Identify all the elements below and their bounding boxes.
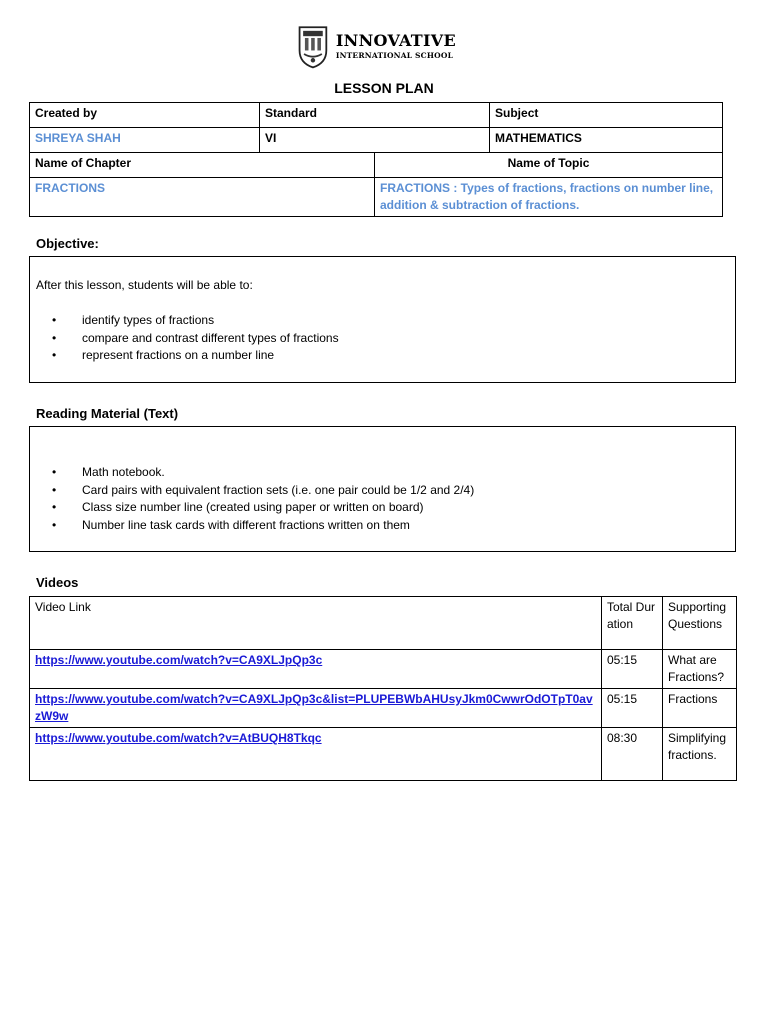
duration-header: Total Duration: [602, 597, 663, 650]
video-question: Fractions: [663, 689, 737, 728]
topic-label: Name of Topic: [375, 153, 723, 178]
video-link-header: Video Link: [30, 597, 602, 650]
standard-value: VI: [260, 128, 490, 153]
subject-value: MATHEMATICS: [490, 128, 723, 153]
objective-item: • represent fractions on a number line: [52, 347, 339, 365]
questions-header: Supporting Questions: [663, 597, 737, 650]
school-name: INNOVATIVE: [335, 30, 456, 50]
table-row: [30, 650, 737, 689]
school-crest-icon: [296, 21, 330, 71]
videos-table: [29, 596, 737, 781]
video-question: What are Fractions?: [663, 650, 737, 689]
chapter-value: FRACTIONS: [30, 178, 375, 217]
objective-item: • compare and contrast different types of fractions: [52, 330, 339, 348]
objective-box: [29, 256, 736, 383]
video-duration: 05:15: [602, 650, 663, 689]
chapter-label: Name of Chapter: [30, 153, 375, 178]
reading-item: • Math notebook.: [52, 464, 474, 482]
created-by-value: SHREYA SHAH: [30, 128, 260, 153]
objective-intro: After this lesson, students will be able to:: [36, 278, 253, 292]
objective-heading: Objective:: [36, 236, 99, 251]
objective-list: [52, 312, 339, 365]
subject-label: Subject: [490, 103, 723, 128]
video-link[interactable]: https://www.youtube.com/watch?v=AtBUQH8Tkqc: [35, 731, 322, 745]
videos-heading: Videos: [36, 575, 79, 590]
reading-item: • Class size number line (created using paper or written on board): [52, 499, 474, 517]
reading-item: • Card pairs with equivalent fraction sets (i.e. one pair could be 1/2 and 2/4): [52, 482, 474, 500]
standard-label: Standard: [260, 103, 490, 128]
objective-item: • identify types of fractions: [52, 312, 339, 330]
page-title: LESSON PLAN: [334, 80, 434, 96]
video-link[interactable]: https://www.youtube.com/watch?v=CA9XLJpQp3c&list=PLUPEBWbAHUsyJkm0CwwrOdOTpT0avzW9w: [35, 692, 593, 723]
created-by-label: Created by: [30, 103, 260, 128]
video-link[interactable]: https://www.youtube.com/watch?v=CA9XLJpQp3c: [35, 653, 323, 667]
table-row: [30, 689, 737, 728]
reading-item: • Number line task cards with different fractions written on them: [52, 517, 474, 535]
reading-heading: Reading Material (Text): [36, 406, 179, 421]
reading-list: [52, 464, 474, 534]
video-question: Simplifying fractions.: [663, 728, 737, 781]
reading-box: [29, 426, 736, 552]
topic-value: FRACTIONS : Types of fractions, fractions on number line, addition & subtraction of fractions.: [375, 178, 723, 217]
school-logo: [296, 20, 456, 72]
school-subtitle: INTERNATIONAL SCHOOL: [335, 50, 454, 60]
video-duration: 08:30: [602, 728, 663, 781]
video-duration: 05:15: [602, 689, 663, 728]
lesson-info-table: [29, 102, 723, 217]
table-row: [30, 728, 737, 781]
